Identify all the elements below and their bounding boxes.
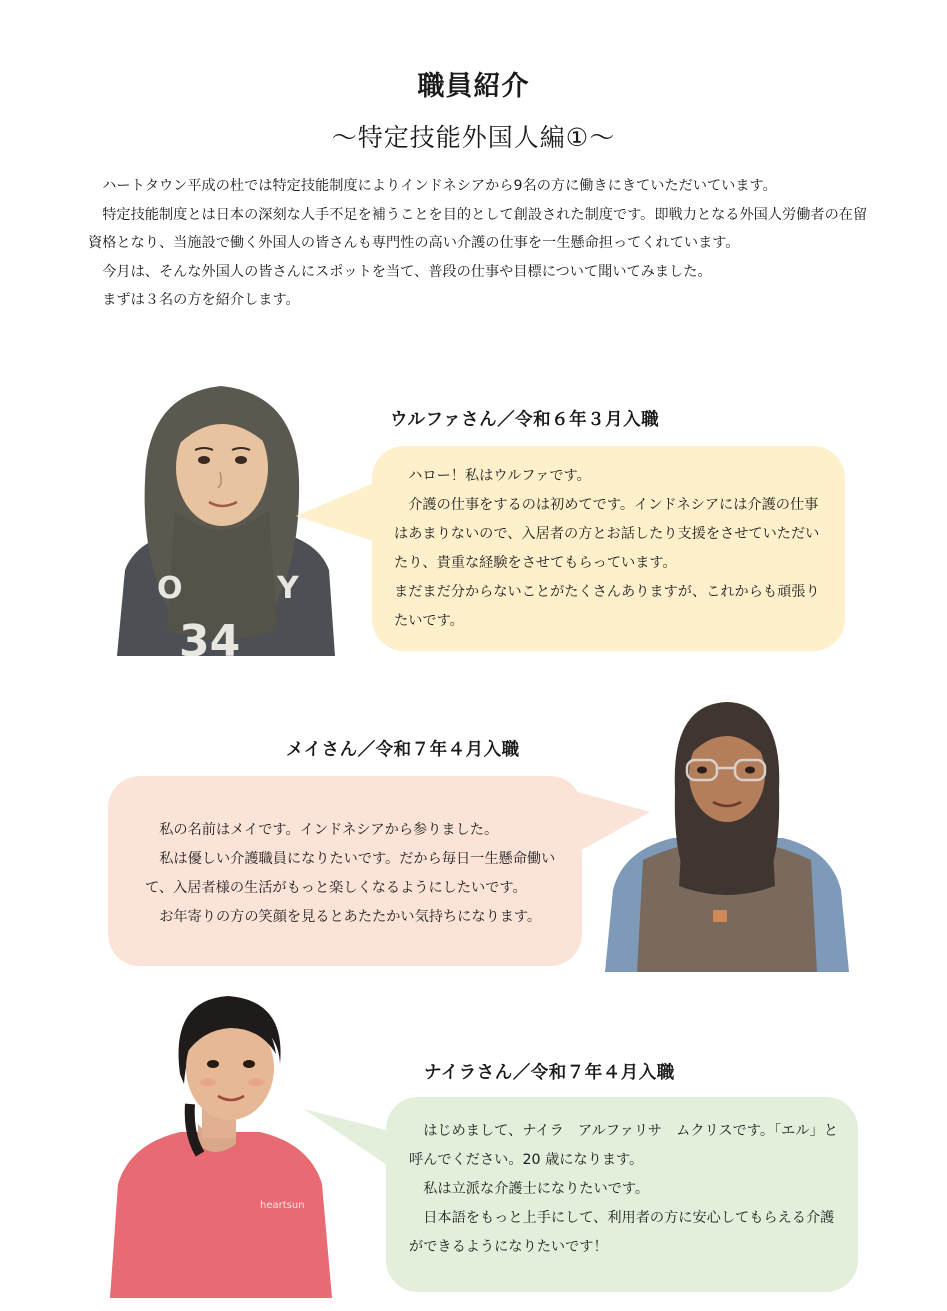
svg-text:O: O xyxy=(157,571,183,606)
shirt-logo-text: heartsun xyxy=(260,1200,305,1211)
page-title: 職員紹介 xyxy=(417,71,530,102)
bubble-text: 私の名前はメイです。インドネシアから参りました。 xyxy=(159,822,499,838)
bubble-text: まだまだ分からないことがたくさんありますが、これからも頑張りたいです。 xyxy=(394,584,820,629)
speech-bubble-wulfa xyxy=(372,446,845,651)
bubble-text: はじめまして、ナイラ アルファリサ ムクリスです。「エル」と呼んでください。20 歳になります。 xyxy=(409,1123,838,1168)
intro-paragraph: ハートタウン平成の杜では特定技能制度によりインドネシアから9名の方に働きにきていただいています。 xyxy=(102,178,777,194)
intro-paragraph: まずは３名の方を紹介します。 xyxy=(102,292,300,308)
bubble-text: お年寄りの方の笑顔を見るとあたたかい気持ちになります。 xyxy=(159,909,542,925)
speech-bubble-mei xyxy=(108,776,582,966)
bubble-tail xyxy=(296,482,376,542)
staff-heading-wulfa: ウルファさん／令和６年３月入職 xyxy=(390,410,660,430)
intro-text xyxy=(88,172,868,315)
staff-portrait-mei xyxy=(603,700,851,972)
bubble-text: ハロー！私はウルファです。 xyxy=(408,468,591,484)
intro-paragraph: 今月は、そんな外国人の皆さんにスポットを当て、普段の仕事や目標について聞いてみました。 xyxy=(102,263,712,280)
svg-text:Y: Y xyxy=(277,571,299,606)
page-subtitle: 〜特定技能外国人編①〜 xyxy=(331,123,616,152)
staff-portrait-naira xyxy=(110,994,332,1298)
bubble-text: 介護の仕事をするのは初めてです。インドネシアには介護の仕事はあまりないので、入居者の方とお話したり支援をさせていただいたり、貴重な経験をさせてもらっています。 xyxy=(394,497,820,571)
intro-paragraph: 特定技能制度とは日本の深刻な人手不足を補うことを目的として創設された制度です。即戦力となる外国人労働者の在留資格となり、当施設で働く外国人の皆さんも専門性の高い介護の仕事を一生懸命担ってくれています。 xyxy=(88,206,868,251)
bubble-text: 私は優しい介護職員になりたいです。だから毎日一生懸命働いて、入居者様の生活がもっと楽しくなるようにしたいです。 xyxy=(145,851,556,896)
staff-heading-naira: ナイラさん／令和７年４月入職 xyxy=(424,1063,675,1083)
speech-bubble-naira xyxy=(386,1097,858,1292)
bubble-text: 私は立派な介護士になりたいです。 xyxy=(423,1181,650,1197)
staff-heading-mei: メイさん／令和７年４月入職 xyxy=(286,740,520,760)
bubble-tail xyxy=(304,1109,390,1167)
svg-text:34: 34 xyxy=(179,616,241,656)
bubble-text: 日本語をもっと上手にして、利用者の方に安心してもらえる介護ができるようになりたいです！ xyxy=(409,1210,835,1255)
